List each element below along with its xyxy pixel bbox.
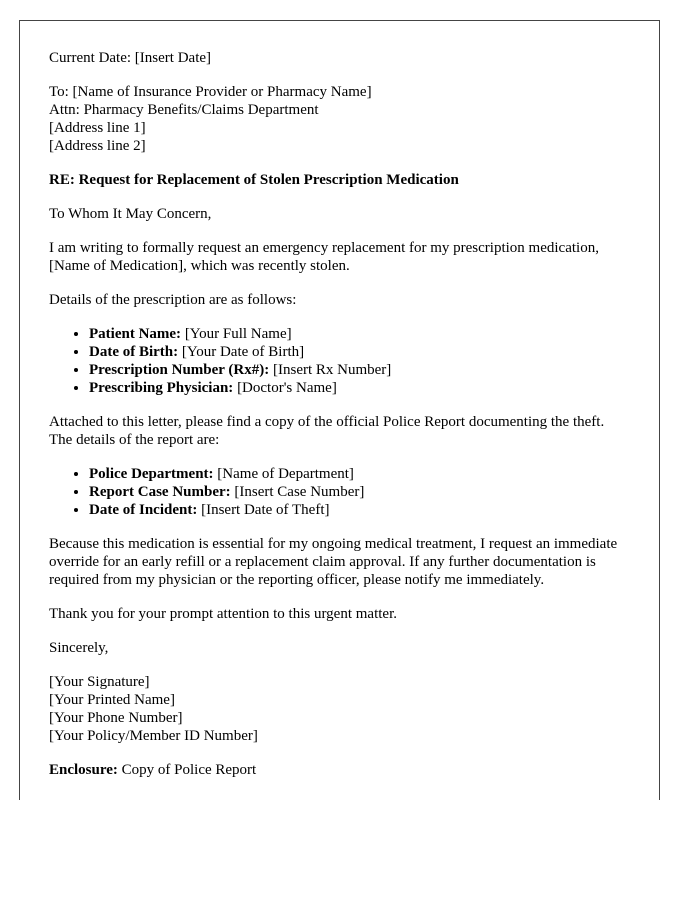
detail-label: Patient Name:	[89, 326, 182, 342]
letter-page	[19, 20, 660, 800]
detail-label: Date of Incident:	[89, 502, 198, 518]
list-item	[89, 501, 629, 519]
list-item	[89, 325, 629, 343]
signature-block	[49, 673, 629, 745]
intro-paragraph: I am writing to formally request an emergency replacement for my prescription medication, [Name of Medication], which was recently stolen.	[49, 240, 599, 274]
printed-name-line: [Your Printed Name]	[49, 692, 175, 708]
detail-label: Police Department:	[89, 466, 214, 482]
detail-label: Prescription Number (Rx#):	[89, 362, 270, 378]
detail-value: [Doctor's Name]	[233, 380, 337, 396]
report-details-list	[49, 465, 629, 519]
salutation: To Whom It May Concern,	[49, 206, 212, 222]
policy-id-line: [Your Policy/Member ID Number]	[49, 728, 258, 744]
enclosure-line	[49, 761, 629, 779]
detail-label: Report Case Number:	[89, 484, 231, 500]
list-item	[89, 483, 629, 501]
thanks-paragraph: Thank you for your prompt attention to this urgent matter.	[49, 606, 397, 622]
prescription-details-list	[49, 325, 629, 397]
request-paragraph: Because this medication is essential for my ongoing medical treatment, I request an immediate override for an early refill or a replacement claim approval. If any further documentation is required from my physician or the reporting officer, please notify me immediately.	[49, 536, 618, 588]
recipient-address-line-2: [Address line 2]	[49, 138, 146, 154]
detail-value: [Name of Department]	[213, 466, 354, 482]
recipient-block	[49, 83, 629, 155]
detail-value: [Your Date of Birth]	[178, 344, 305, 360]
list-item	[89, 465, 629, 483]
letter-content	[49, 49, 629, 779]
recipient-to: To: [Name of Insurance Provider or Pharmacy Name]	[49, 84, 372, 100]
detail-label: Date of Birth:	[89, 344, 179, 360]
detail-value: [Insert Rx Number]	[269, 362, 392, 378]
prescription-intro: Details of the prescription are as follows:	[49, 292, 297, 308]
signature-line: [Your Signature]	[49, 674, 150, 690]
recipient-address-line-1: [Address line 1]	[49, 120, 146, 136]
subject-text: RE: Request for Replacement of Stolen Prescription Medication	[49, 172, 459, 188]
subject-line	[49, 171, 629, 189]
date-line: Current Date: [Insert Date]	[49, 50, 212, 66]
list-item	[89, 379, 629, 397]
detail-value: [Insert Date of Theft]	[197, 502, 330, 518]
list-item	[89, 343, 629, 361]
detail-label: Prescribing Physician:	[89, 380, 234, 396]
closing: Sincerely,	[49, 640, 109, 656]
enclosure-label: Enclosure:	[49, 762, 118, 778]
phone-line: [Your Phone Number]	[49, 710, 183, 726]
detail-value: [Your Full Name]	[181, 326, 292, 342]
recipient-attn: Attn: Pharmacy Benefits/Claims Department	[49, 102, 319, 118]
detail-value: [Insert Case Number]	[230, 484, 365, 500]
enclosure-value: Copy of Police Report	[117, 762, 257, 778]
report-intro: Attached to this letter, please find a copy of the official Police Report documenting the theft. The details of the report are:	[49, 414, 605, 448]
list-item	[89, 361, 629, 379]
